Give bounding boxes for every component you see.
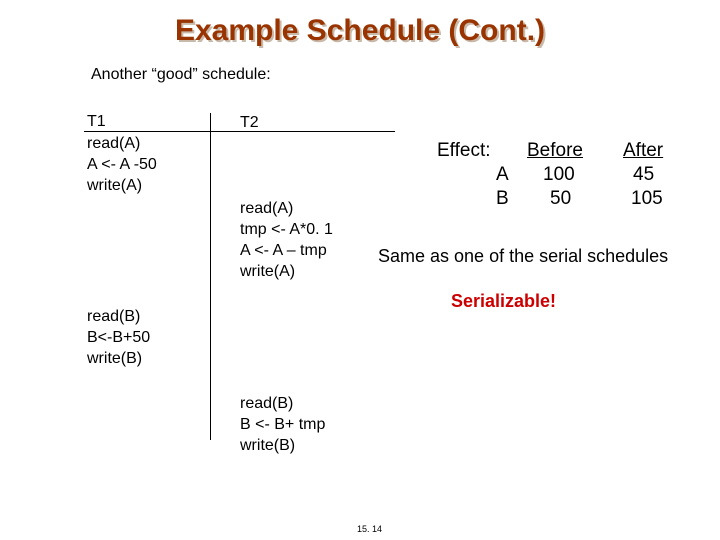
t1-header: T1 <box>87 113 106 130</box>
t2-step: read(A) <box>240 200 294 217</box>
effect-before-b: 50 <box>550 188 572 209</box>
page-number: 15. 14 <box>357 524 383 534</box>
t2-block-2 <box>240 393 325 456</box>
serializable-note: Serializable! <box>451 291 557 311</box>
t2-step: write(A) <box>240 263 296 280</box>
effect-after-b: 105 <box>631 188 663 209</box>
t2-step: B <- B+ tmp <box>240 416 326 433</box>
t1-step: B<-B+50 <box>87 329 151 346</box>
table-column-divider <box>210 113 211 440</box>
t1-block-1 <box>87 133 157 196</box>
t2-step: write(B) <box>240 437 296 454</box>
t2-block-1 <box>240 198 333 282</box>
t1-step: read(B) <box>87 308 141 325</box>
effect-label: Effect: <box>437 140 491 161</box>
slide-subtitle: Another “good” schedule: <box>91 66 271 83</box>
effect-after-a: 45 <box>633 164 655 185</box>
slide-title: Example Schedule (Cont.) <box>174 14 546 47</box>
t2-step: A <- A – tmp <box>240 242 327 259</box>
effect-before-a: 100 <box>543 164 575 185</box>
t2-header: T2 <box>240 114 259 131</box>
t2-step: tmp <- A*0. 1 <box>240 221 333 238</box>
t1-step: A <- A -50 <box>87 156 157 173</box>
effect-var-a: A <box>496 164 509 185</box>
same-as-serial-note: Same as one of the serial schedules <box>378 246 669 266</box>
effect-before-header: Before <box>527 140 583 161</box>
t1-block-2 <box>87 306 150 369</box>
t1-step: read(A) <box>87 135 141 152</box>
t1-step: write(A) <box>87 177 143 194</box>
effect-var-b: B <box>496 188 509 209</box>
effect-after-header: After <box>623 140 664 161</box>
t1-step: write(B) <box>87 350 143 367</box>
t2-step: read(B) <box>240 395 294 412</box>
